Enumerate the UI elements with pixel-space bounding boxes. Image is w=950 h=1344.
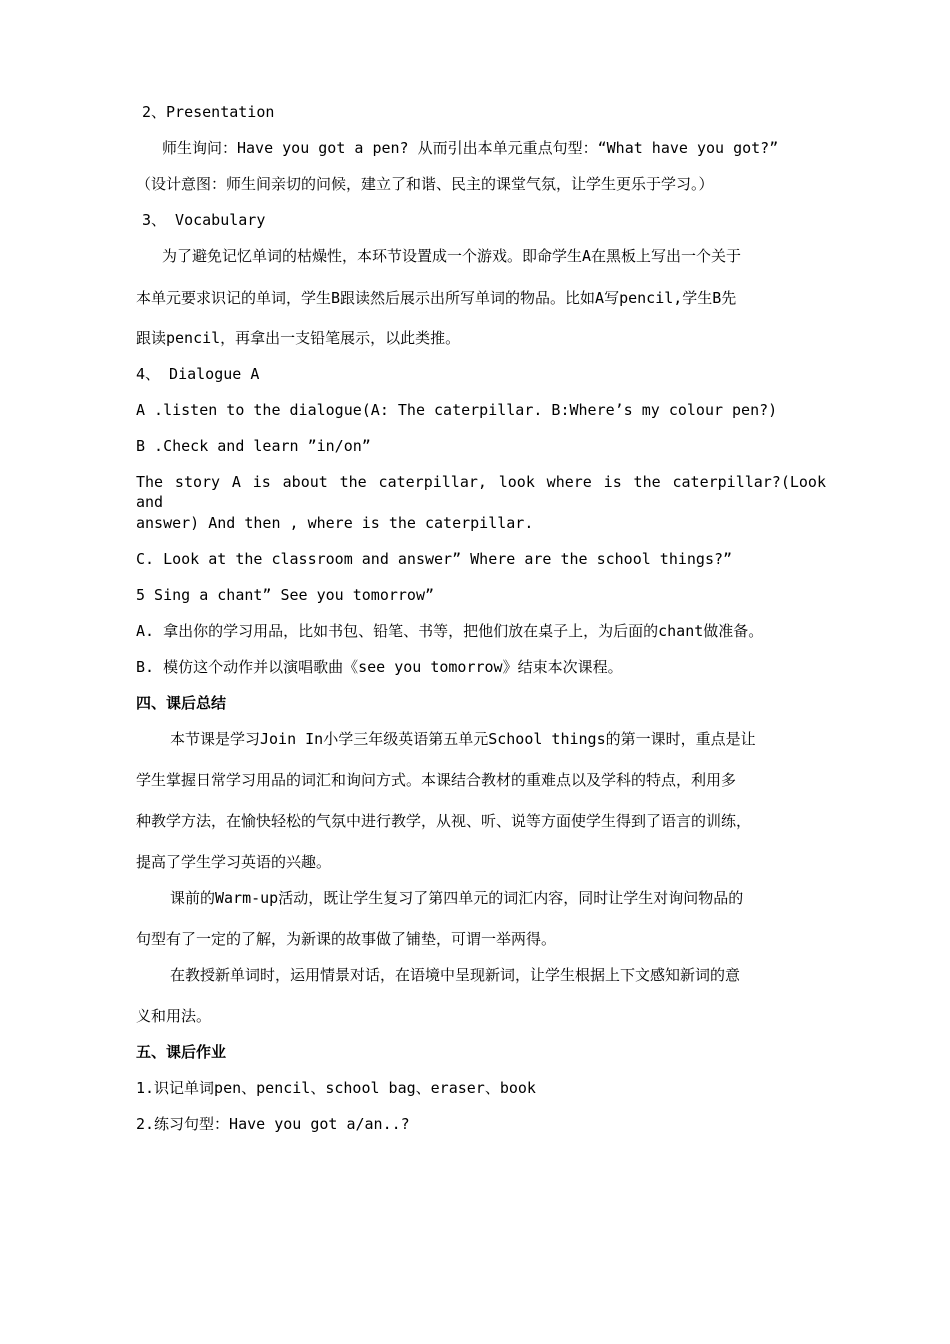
paragraph-line: 学生掌握日常学习用品的词汇和询问方式。本课结合教材的重难点以及学科的特点，利用多	[136, 771, 737, 789]
heading-sing-a-chant: 5 Sing a chant” See you tomorrow”	[136, 586, 435, 604]
heading-vocabulary: 3、 Vocabulary	[142, 211, 266, 229]
paragraph-line: answer) And then , where is the caterpillar.	[136, 514, 534, 532]
paragraph-line: 提高了学生学习英语的兴趣。	[136, 853, 332, 871]
paragraph-line: 种教学方法，在愉快轻松的气氛中进行教学，从视、听、说等方面使学生得到了语言的训练，	[136, 812, 752, 830]
section-heading-summary: 四、课后总结	[136, 694, 227, 712]
homework-item: 1.识记单词pen、pencil、school bag、eraser、book	[136, 1079, 536, 1097]
paragraph-line: C. Look at the classroom and answer” Where are the school things?”	[136, 550, 733, 568]
paragraph-line: 本单元要求识记的单词，学生B跟读然后展示出所写单词的物品。比如A写pencil,学生B先	[136, 289, 737, 307]
paragraph-line: （设计意图：师生间亲切的问候，建立了和谐、民主的课堂气氛，让学生更乐于学习。）	[136, 175, 714, 193]
paragraph-line: B. 模仿这个动作并以演唱歌曲《see you tomorrow》结束本次课程。	[136, 658, 623, 676]
paragraph-line: A. 拿出你的学习用品，比如书包、铅笔、书等，把他们放在桌子上，为后面的chant做准备。	[136, 622, 764, 640]
paragraph-line: 义和用法。	[136, 1007, 212, 1025]
section-heading-homework: 五、课后作业	[136, 1043, 227, 1061]
paragraph-line: The story A is about the caterpillar, look where is the caterpillar?(Look and	[136, 473, 826, 511]
paragraph-line: 跟读pencil，再拿出一支铅笔展示，以此类推。	[136, 329, 461, 347]
paragraph-line: B .Check and learn ”in/on”	[136, 437, 371, 455]
paragraph-line: 为了避免记忆单词的枯燥性，本环节设置成一个游戏。即命学生A在黑板上写出一个关于	[162, 247, 742, 265]
paragraph-line: 在教授新单词时，运用情景对话，在语境中呈现新词，让学生根据上下文感知新词的意	[170, 966, 741, 984]
paragraph-line: 本节课是学习Join In小学三年级英语第五单元School things的第一课时，重点是让	[170, 730, 756, 748]
paragraph-line: 师生询问：Have you got a pen? 从而引出本单元重点句型：“What have you got?”	[162, 139, 779, 157]
paragraph-line: 句型有了一定的了解，为新课的故事做了铺垫，可谓一举两得。	[136, 930, 557, 948]
paragraph-line: A .listen to the dialogue(A: The caterpillar. B:Where’s my colour pen?)	[136, 401, 778, 419]
paragraph-line: 课前的Warm-up活动，既让学生复习了第四单元的词汇内容，同时让学生对询问物品的	[170, 889, 744, 907]
heading-dialogue-a: 4、 Dialogue A	[136, 365, 260, 383]
heading-presentation: 2、Presentation	[142, 103, 275, 121]
homework-item: 2.练习句型：Have you got a/an..?	[136, 1115, 410, 1133]
